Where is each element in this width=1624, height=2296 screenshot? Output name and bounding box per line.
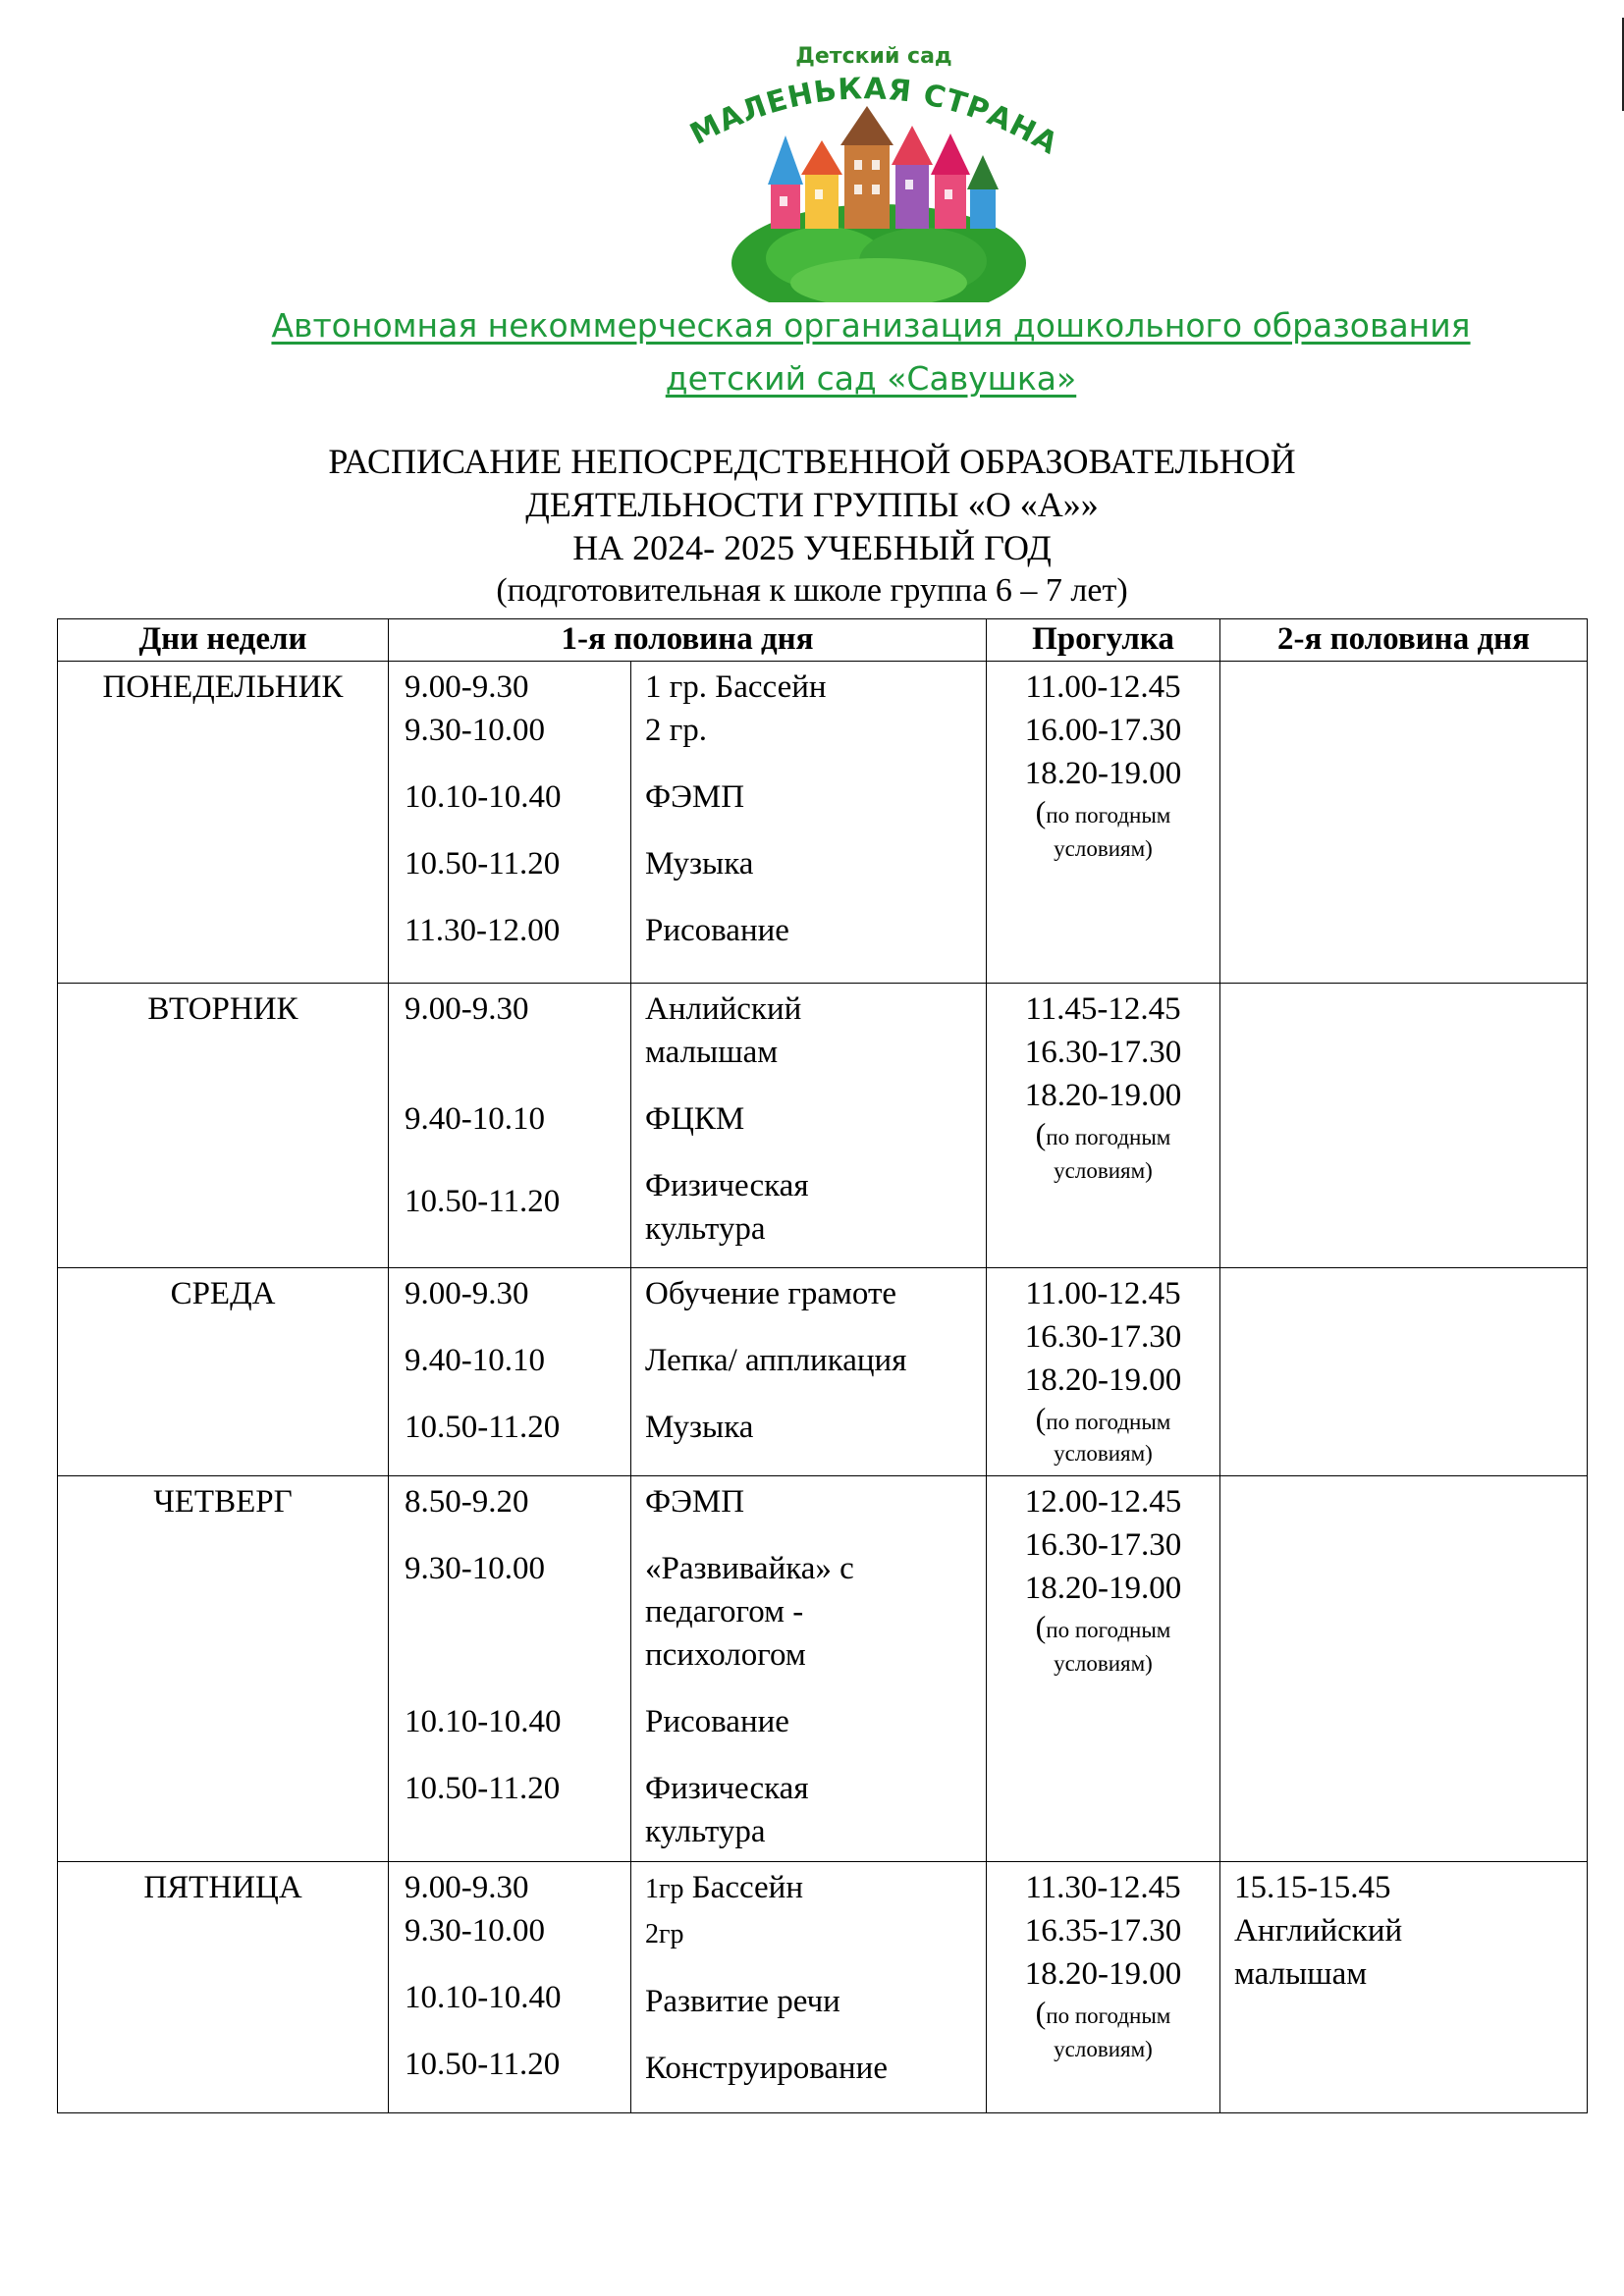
activity: 2гр [645, 1919, 684, 1949]
time: 11.30-12.00 [405, 913, 561, 948]
second-half-activity: малышам [1234, 1956, 1368, 1992]
walk-time: 18.20-19.00 [1024, 1078, 1182, 1113]
weather-note-2: условиям) [1054, 1441, 1153, 1466]
activity: Физическая [645, 1771, 809, 1806]
kindergarten-logo [677, 27, 1070, 302]
activities-cell [631, 1862, 987, 2113]
time: 10.50-11.20 [405, 1184, 561, 1219]
activities-cell [631, 662, 987, 984]
activity: ФЦКМ [645, 1101, 745, 1137]
time: 9.00-9.30 [405, 669, 529, 705]
activity: Физическая [645, 1168, 809, 1203]
times-cell [389, 1268, 631, 1476]
activity: Анлийский [645, 991, 802, 1027]
activity: Развитие речи [645, 1984, 840, 2019]
logo-illustration [677, 27, 1070, 302]
activity: малышам [645, 1035, 779, 1070]
weather-note: (по погодным [1035, 794, 1171, 829]
weather-note: (по погодным [1035, 1609, 1171, 1644]
title-line-4: (подготовительная к школе группа 6 – 7 лет) [496, 572, 1128, 609]
times-cell [389, 1862, 631, 2113]
svg-text:Детский сад: Детский сад [795, 44, 952, 69]
day-cell: ПЯТНИЦА [58, 1862, 389, 2113]
second-half-activity: Английский [1234, 1913, 1403, 1949]
activity: 1 гр. Бассейн [645, 669, 827, 705]
activity: ФЭМП [645, 779, 745, 815]
day-cell: ПОНЕДЕЛЬНИК [58, 662, 389, 984]
walk-time: 18.20-19.00 [1024, 1362, 1182, 1398]
table-row [58, 1476, 1588, 1862]
walk-cell [987, 1862, 1220, 2113]
walk-cell [987, 984, 1220, 1268]
walk-time: 16.00-17.30 [1024, 713, 1182, 748]
day-cell: СРЕДА [58, 1268, 389, 1476]
times-cell [389, 662, 631, 984]
table-row [58, 1268, 1588, 1476]
activity: культура [645, 1211, 766, 1247]
second-half-cell [1220, 984, 1588, 1268]
table-row [58, 984, 1588, 1268]
time: 9.30-10.00 [405, 1551, 545, 1586]
time: 9.00-9.30 [405, 991, 529, 1027]
weather-note: (по погодным [1035, 1116, 1171, 1151]
walk-time: 16.30-17.30 [1024, 1527, 1182, 1563]
time: 9.00-9.30 [405, 1276, 529, 1311]
weather-note: (по погодным [1035, 1995, 1171, 2030]
activity: Обучение грамоте [645, 1276, 897, 1311]
activity: культура [645, 1814, 766, 1849]
activities-cell [631, 984, 987, 1268]
activity: Рисование [645, 913, 789, 948]
walk-cell [987, 662, 1220, 984]
table-row [58, 662, 1588, 984]
second-half-cell [1220, 1862, 1588, 2113]
day-cell: ЧЕТВЕРГ [58, 1476, 389, 1862]
walk-time: 11.00-12.45 [1025, 669, 1181, 705]
title-line-1: РАСПИСАНИЕ НЕПОСРЕДСТВЕННОЙ ОБРАЗОВАТЕЛЬНОЙ [328, 442, 1296, 481]
activities-cell [631, 1268, 987, 1476]
walk-cell [987, 1268, 1220, 1476]
time: 9.40-10.10 [405, 1343, 545, 1378]
weather-note: (по погодным [1035, 1401, 1171, 1436]
time: 10.50-11.20 [405, 2047, 561, 2082]
activities-cell [631, 1476, 987, 1862]
header-walk: Прогулка [987, 619, 1220, 662]
time: 10.10-10.40 [405, 1980, 562, 2015]
walk-time: 16.30-17.30 [1024, 1035, 1182, 1070]
kindergarten-name: детский сад «Савушка» [665, 359, 1077, 398]
time: 10.50-11.20 [405, 1771, 561, 1806]
second-half-cell [1220, 1268, 1588, 1476]
walk-time: 18.20-19.00 [1024, 1956, 1182, 1992]
walk-time: 11.45-12.45 [1025, 991, 1181, 1027]
day-cell: ВТОРНИК [58, 984, 389, 1268]
table-row [58, 1862, 1588, 2113]
walk-time: 12.00-12.45 [1024, 1484, 1182, 1520]
time: 9.00-9.30 [405, 1870, 529, 1905]
activity: педагогом - [645, 1594, 804, 1629]
time: 9.40-10.10 [405, 1101, 545, 1137]
walk-time: 18.20-19.00 [1024, 1571, 1182, 1606]
activity: Музыка [645, 846, 754, 881]
walk-time: 16.35-17.30 [1024, 1913, 1182, 1949]
weather-note-2: условиям) [1054, 836, 1153, 861]
activity: Музыка [645, 1410, 754, 1445]
weather-note-2: условиям) [1054, 1158, 1153, 1183]
title-line-2: ДЕЯТЕЛЬНОСТИ ГРУППЫ «О «А»» [525, 485, 1099, 524]
header-days: Дни недели [58, 619, 389, 662]
activity: Рисование [645, 1704, 789, 1739]
svg-text:МАЛЕНЬКАЯ СТРАНА: МАЛЕНЬКАЯ СТРАНА [684, 72, 1064, 162]
activity: Лепка/ аппликация [645, 1343, 907, 1378]
walk-time: 18.20-19.00 [1024, 756, 1182, 791]
time: 9.30-10.00 [405, 1913, 545, 1949]
activity: Конструирование [645, 2051, 888, 2086]
activity: 1гр Бассейн [645, 1870, 803, 1905]
document-title [0, 440, 1624, 613]
time: 10.50-11.20 [405, 1410, 561, 1445]
title-line-3: НА 2024- 2025 УЧЕБНЫЙ ГОД [572, 528, 1052, 567]
header-first-half: 1-я половина дня [389, 619, 987, 662]
activity: психологом [645, 1637, 806, 1673]
time: 10.10-10.40 [405, 779, 562, 815]
second-half-cell [1220, 1476, 1588, 1862]
table-header-row [58, 619, 1588, 662]
header-second-half: 2-я половина дня [1220, 619, 1588, 662]
times-cell [389, 984, 631, 1268]
time: 9.30-10.00 [405, 713, 545, 748]
weather-note-2: условиям) [1054, 1651, 1153, 1676]
activity: 2 гр. [645, 713, 708, 748]
time: 10.50-11.20 [405, 846, 561, 881]
organization-name: Автономная некоммерческая организация дошкольного образования [271, 306, 1471, 345]
time: 8.50-9.20 [405, 1484, 529, 1520]
activity: ФЭМП [645, 1484, 745, 1520]
times-cell [389, 1476, 631, 1862]
second-half-time: 15.15-15.45 [1234, 1870, 1391, 1905]
walk-time: 16.30-17.30 [1024, 1319, 1182, 1355]
walk-cell [987, 1476, 1220, 1862]
second-half-cell [1220, 662, 1588, 984]
activity: «Развивайка» с [645, 1551, 854, 1586]
weather-note-2: условиям) [1054, 2037, 1153, 2061]
walk-time: 11.00-12.45 [1025, 1276, 1181, 1311]
schedule-table [57, 618, 1588, 2113]
time: 10.10-10.40 [405, 1704, 562, 1739]
walk-time: 11.30-12.45 [1025, 1870, 1181, 1905]
